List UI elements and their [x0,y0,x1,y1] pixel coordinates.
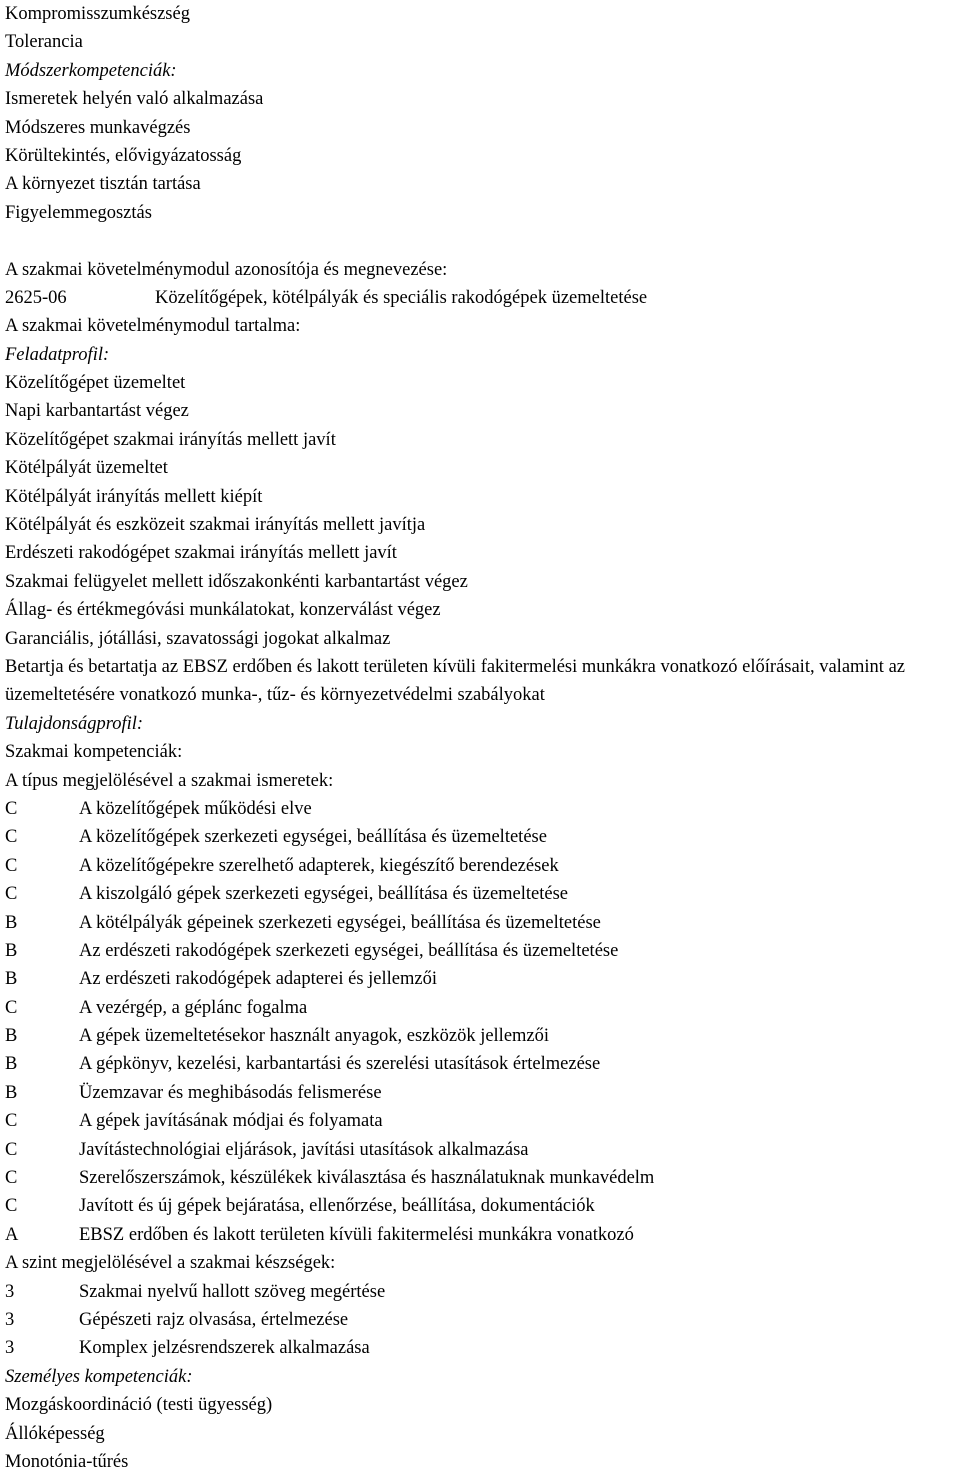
knowledge-text: A kiszolgáló gépek szerkezeti egységei, beállítása és üzemeltetése [79,884,569,905]
list-item: Ismeretek helyén való alkalmazása [5,89,264,110]
task-item: Kötélpályát és eszközeit szakmai irányítás mellett javítja [5,515,426,536]
module-name: Közelítőgépek, kötélpályák és speciális rakodógépek üzemeltetése [155,287,648,308]
skill-level: 3 [5,1310,15,1330]
list-item: Figyelemmegosztás [5,202,152,223]
knowledge-text: Szerelőszerszámok, készülékek kiválasztása és használatuknak munkavédelm [79,1168,655,1189]
grade-code: B [5,912,18,933]
task-item: Közelítőgépet üzemeltet [5,373,186,394]
grade-code: C [5,1168,18,1189]
knowledge-text: Az erdészeti rakodógépek szerkezeti egységei, beállítása és üzemeltetése [79,940,619,961]
knowledge-text: Javítástechnológiai eljárások, javítási utasítások alkalmazása [79,1139,529,1160]
module-code: 2625-06 [5,287,67,308]
knowledge-text: Az erdészeti rakodógépek adapterei és jellemzői [79,969,438,990]
task-item: Szakmai felügyelet mellett időszakonkénti karbantartást végez [5,571,468,592]
knowledge-text: A gépek üzemeltetésekor használt anyagok, eszközök jellemzői [79,1026,550,1047]
section-heading-method: Módszerkompetenciák: [5,60,177,81]
skill-row [5,1278,960,1306]
knowledge-text: A közelítőgépek szerkezeti egységei, beállítása és üzemeltetése [79,827,547,848]
knowledge-row [5,795,960,823]
grade-code: C [5,1139,18,1160]
knowledge-row [5,852,960,880]
task-item: Állag- és értékmegóvási munkálatokat, konzerválást végez [5,600,441,621]
grade-code: C [5,997,18,1018]
knowledge-row [5,1022,960,1050]
knowledge-row [5,1164,960,1192]
personal-item: Állóképesség [5,1423,105,1444]
task-item: Közelítőgépet szakmai irányítás mellett javít [5,429,336,450]
skill-row [5,1334,960,1362]
knowledge-row [5,1050,960,1078]
list-item: Tolerancia [5,32,83,53]
module-id-label: A szakmai követelménymodul azonosítója és megnevezése: [5,259,448,280]
task-item: Erdészeti rakodógépet szakmai irányítás mellett javít [5,543,397,564]
knowledge-row [5,1221,960,1249]
knowledge-row [5,880,960,908]
task-item: Napi karbantartást végez [5,401,189,422]
spacer [5,227,960,255]
knowledge-text: A gépek javításának módjai és folyamata [79,1111,383,1132]
section-heading-property: Tulajdonságprofil: [5,713,144,734]
knowledge-text: EBSZ erdőben és lakott területen kívüli fakitermelési munkákra vonatkozó [79,1224,634,1245]
module-row [5,284,960,312]
skill-level: 3 [5,1338,15,1359]
list-item: Kompromisszumkészség [5,4,190,24]
knowledge-text: A kötélpályák gépeinek szerkezeti egységei, beállítása és üzemeltetése [79,912,601,933]
section-heading-knowledge: A típus megjelölésével a szakmai ismeretek: [5,770,334,791]
grade-code: B [5,1026,18,1047]
section-heading-personal: Személyes kompetenciák: [5,1366,193,1387]
knowledge-row [5,965,960,993]
knowledge-text: A közelítőgépekre szerelhető adapterek, kiegészítő berendezések [79,855,559,876]
grade-code: B [5,969,18,990]
knowledge-text: Javított és új gépek bejáratása, ellenőrzése, beállítása, dokumentációk [79,1196,595,1217]
grade-code: C [5,1196,18,1217]
personal-item: Monotónia-tűrés [5,1451,129,1472]
knowledge-row [5,1107,960,1135]
skill-text: Komplex jelzésrendszerek alkalmazása [79,1338,370,1359]
grade-code: C [5,855,18,876]
knowledge-row [5,994,960,1022]
list-item: A környezet tisztán tartása [5,174,201,195]
list-item: Módszeres munkavégzés [5,117,191,138]
list-item: Körültekintés, elővigyázatosság [5,145,242,166]
grade-code: C [5,827,18,848]
section-heading-tasks: Feladatprofil: [5,344,110,365]
skill-row [5,1306,960,1334]
knowledge-text: A gépkönyv, kezelési, karbantartási és szerelési utasítások értelmezése [79,1054,601,1075]
knowledge-text: A közelítőgépek működési elve [79,798,312,819]
knowledge-row [5,909,960,937]
task-item: Kötélpályát irányítás mellett kiépít [5,486,263,507]
grade-code: C [5,884,18,905]
knowledge-row [5,1136,960,1164]
section-heading-skills: A szint megjelölésével a szakmai készségek: [5,1253,336,1274]
knowledge-row [5,1079,960,1107]
knowledge-text: Üzemzavar és meghibásodás felismerése [79,1082,382,1103]
module-content-label: A szakmai követelménymodul tartalma: [5,316,301,337]
grade-code: C [5,798,18,819]
personal-item: Mozgáskoordináció (testi ügyesség) [5,1395,273,1416]
skills-list [5,1278,960,1363]
knowledge-text: A vezérgép, a géplánc fogalma [79,997,308,1018]
skill-text: Szakmai nyelvű hallott szöveg megértése [79,1281,386,1302]
knowledge-list [5,795,960,1249]
grade-code: B [5,1054,18,1075]
section-heading-professional: Szakmai kompetenciák: [5,742,183,763]
grade-code: C [5,1111,18,1132]
knowledge-row [5,937,960,965]
task-item: Kötélpályát üzemeltet [5,458,168,479]
task-item-long: Betartja és betartatja az EBSZ erdőben és lakott területen kívüli fakitermelési munkákra vonatkozó előírásait, valamint az üzemeltetésére vonatkozó munka-, tűz- és környezetvédelmi szabályokat [5,656,905,706]
skill-level: 3 [5,1281,15,1302]
grade-code: A [5,1224,19,1245]
knowledge-row [5,1192,960,1220]
task-item: Garanciális, jótállási, szavatossági jogokat alkalmaz [5,628,391,649]
skill-text: Gépészeti rajz olvasása, értelmezése [79,1310,349,1330]
knowledge-row [5,823,960,851]
grade-code: B [5,940,18,961]
grade-code: B [5,1082,18,1103]
